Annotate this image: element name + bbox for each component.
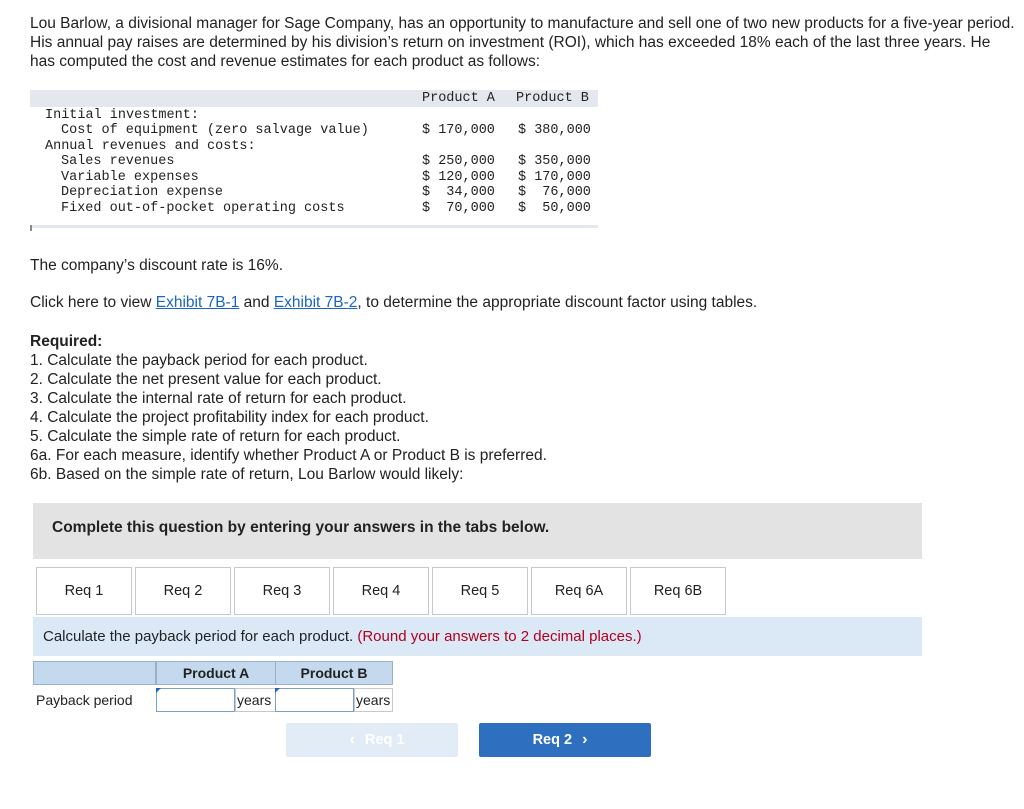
- table-bottom-bar: [30, 225, 598, 228]
- row-label: Annual revenues and costs:: [45, 139, 256, 154]
- discount-rate-text: The company’s discount rate is 16%.: [30, 257, 284, 274]
- payback-period-label: Payback period: [36, 692, 133, 708]
- cell-product-b: $ 170,000: [518, 170, 591, 185]
- row-label: Fixed out-of-pocket operating costs: [61, 201, 345, 216]
- exhibit-prefix: Click here to view: [30, 294, 156, 311]
- tab-req-2[interactable]: Req 2: [135, 567, 231, 615]
- instruction-line: [43, 628, 642, 645]
- col-header-product-a: Product A: [422, 91, 495, 106]
- cell-product-a: $ 250,000: [422, 154, 495, 169]
- required-item: 1. Calculate the payback period for each product.: [30, 352, 368, 369]
- required-item: 3. Calculate the internal rate of return for each product.: [30, 390, 407, 407]
- answer-col-product-a: Product A: [156, 661, 276, 685]
- cell-product-a: $ 120,000: [422, 170, 495, 185]
- chevron-left-icon: ‹: [349, 731, 355, 748]
- required-item: 5. Calculate the simple rate of return for each product.: [30, 428, 401, 445]
- exhibit-7b1-link[interactable]: Exhibit 7B-1: [155, 294, 240, 311]
- tab-req-1[interactable]: Req 1: [36, 567, 132, 615]
- problem-intro: Lou Barlow, a divisional manager for Sage Company, has an opportunity to manufacture and sell one of two new products for a five-year period. His annual pay raises are determined by his division’s return on investment (ROI), which has exceeded 18% each of the last three years. He has computed the cost and revenue estimates for each product as follows:: [30, 15, 1015, 70]
- chevron-right-icon: ›: [582, 731, 588, 748]
- tab-req-6a[interactable]: Req 6A: [531, 567, 627, 615]
- row-label: Variable expenses: [61, 170, 199, 185]
- unit-years-a: years: [235, 688, 276, 712]
- cost-revenue-table: [30, 90, 598, 228]
- prev-req-button[interactable]: [286, 723, 458, 757]
- row-label: Depreciation expense: [61, 185, 224, 200]
- col-header-product-b: Product B: [516, 91, 589, 106]
- tab-req-5[interactable]: Req 5: [432, 567, 528, 615]
- exhibit-suffix: , to determine the appropriate discount factor using tables.: [357, 294, 758, 311]
- tab-req-3[interactable]: Req 3: [234, 567, 330, 615]
- required-item: 4. Calculate the project profitability index for each product.: [30, 409, 429, 426]
- prev-label: Req 1: [364, 732, 405, 748]
- instruction-main: Calculate the payback period for each product.: [43, 628, 358, 645]
- cell-product-a: $ 70,000: [422, 201, 495, 216]
- input-marker-icon: [156, 688, 161, 693]
- row-label: Sales revenues: [61, 154, 175, 169]
- required-item: 6a. For each measure, identify whether Product A or Product B is preferred.: [30, 447, 547, 464]
- exhibit-7b2-link[interactable]: Exhibit 7B-2: [273, 294, 358, 311]
- row-label: Cost of equipment (zero salvage value): [61, 123, 369, 138]
- answer-header-blank: [33, 661, 156, 685]
- tab-req-4[interactable]: Req 4: [333, 567, 429, 615]
- next-label: Req 2: [532, 732, 573, 748]
- table-corner-mark: [30, 225, 32, 231]
- exhibit-mid: and: [239, 294, 274, 311]
- required-item: 2. Calculate the net present value for each product.: [30, 371, 382, 388]
- required-section: [30, 332, 547, 484]
- cell-product-a: $ 34,000: [422, 185, 495, 200]
- answer-table: [33, 661, 393, 713]
- answer-col-product-b: Product B: [275, 661, 393, 685]
- cell-product-b: $ 76,000: [518, 185, 591, 200]
- tab-instruction: [33, 617, 922, 656]
- instruction-note: (Round your answers to 2 decimal places.): [357, 628, 642, 645]
- table-header-bar: [30, 90, 598, 107]
- input-marker-icon: [275, 688, 280, 693]
- cell-product-b: $ 380,000: [518, 123, 591, 138]
- required-item: 6b. Based on the simple rate of return, Lou Barlow would likely:: [30, 466, 464, 483]
- banner-text: Complete this question by entering your answers in the tabs below.: [52, 519, 550, 536]
- cell-product-b: $ 50,000: [518, 201, 591, 216]
- row-label: Initial investment:: [45, 108, 199, 123]
- required-title: Required:: [30, 333, 103, 350]
- next-req-button[interactable]: [479, 723, 651, 757]
- unit-years-b: years: [354, 688, 393, 712]
- payback-product-a-input[interactable]: [156, 688, 235, 712]
- instructions-banner: [33, 503, 922, 559]
- tab-req-6b[interactable]: Req 6B: [630, 567, 726, 615]
- payback-product-b-input[interactable]: [275, 688, 354, 712]
- exhibit-line: [30, 294, 757, 312]
- cell-product-a: $ 170,000: [422, 123, 495, 138]
- cell-product-b: $ 350,000: [518, 154, 591, 169]
